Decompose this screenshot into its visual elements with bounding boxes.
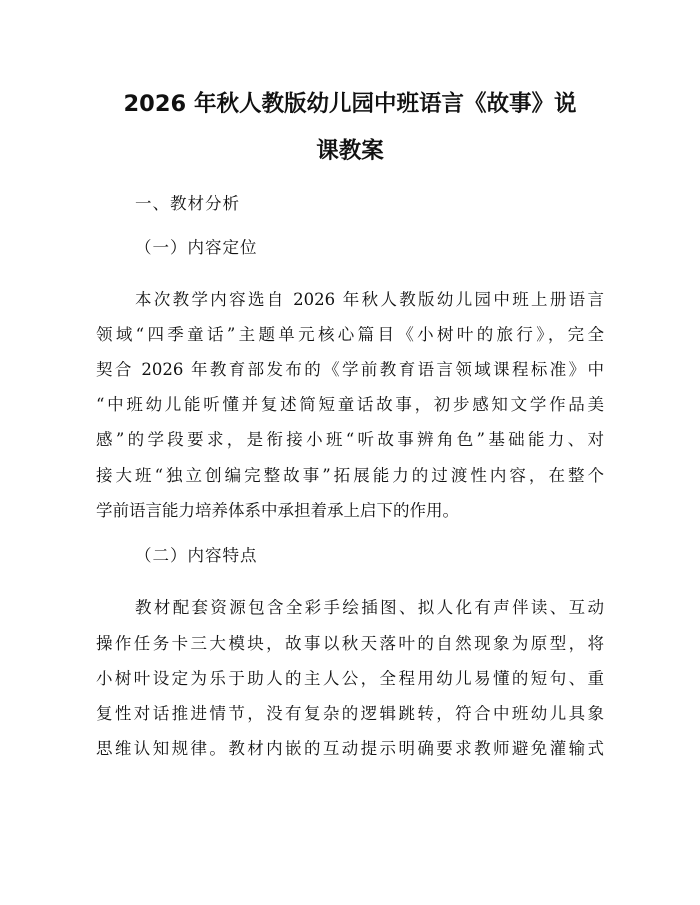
paragraph-1-line-5: 感”的学段要求，是衔接小班“听故事辨角色”基础能力、对: [96, 430, 604, 449]
paragraph-1-line-2: 领域“四季童话”主题单元核心篇目《小树叶的旅行》，完全: [96, 325, 604, 344]
paragraph-2-line-3: 小树叶设定为乐于助人的主人公，全程用幼儿易懂的短句、重: [96, 669, 604, 688]
document-title-line-2: 课教案: [316, 138, 384, 164]
paragraph-2-line-1: 教材配套资源包含全彩手绘插图、拟人化有声伴读、互动: [135, 598, 604, 617]
paragraph-1-line-1: 本次教学内容选自 2026 年秋人教版幼儿园中班上册语言: [135, 290, 604, 309]
paragraph-2-line-2: 操作任务卡三大模块，故事以秋天落叶的自然现象为原型，将: [96, 634, 604, 653]
paragraph-1-line-4: “中班幼儿能听懂并复述简短童话故事，初步感知文学作品美: [96, 395, 604, 414]
subsection-heading-content-features: （二）内容特点: [135, 546, 258, 565]
document-title-line-1: 2026 年秋人教版幼儿园中班语言《故事》说: [123, 91, 577, 117]
paragraph-1-line-6: 接大班“独立创编完整故事”拓展能力的过渡性内容，在整个: [96, 466, 604, 485]
paragraph-1-line-7: 学前语言能力培养体系中承担着承上启下的作用。: [96, 501, 459, 520]
paragraph-2-line-4: 复性对话推进情节，没有复杂的逻辑跳转，符合中班幼儿具象: [96, 704, 604, 723]
section-heading-textbook-analysis: 一、教材分析: [135, 194, 240, 213]
paragraph-1-line-3: 契合 2026 年教育部发布的《学前教育语言领域课程标准》中: [96, 360, 604, 379]
paragraph-2-line-5: 思维认知规律。教材内嵌的互动提示明确要求教师避免灌输式: [96, 739, 604, 758]
subsection-heading-content-positioning: （一）内容定位: [135, 238, 258, 257]
